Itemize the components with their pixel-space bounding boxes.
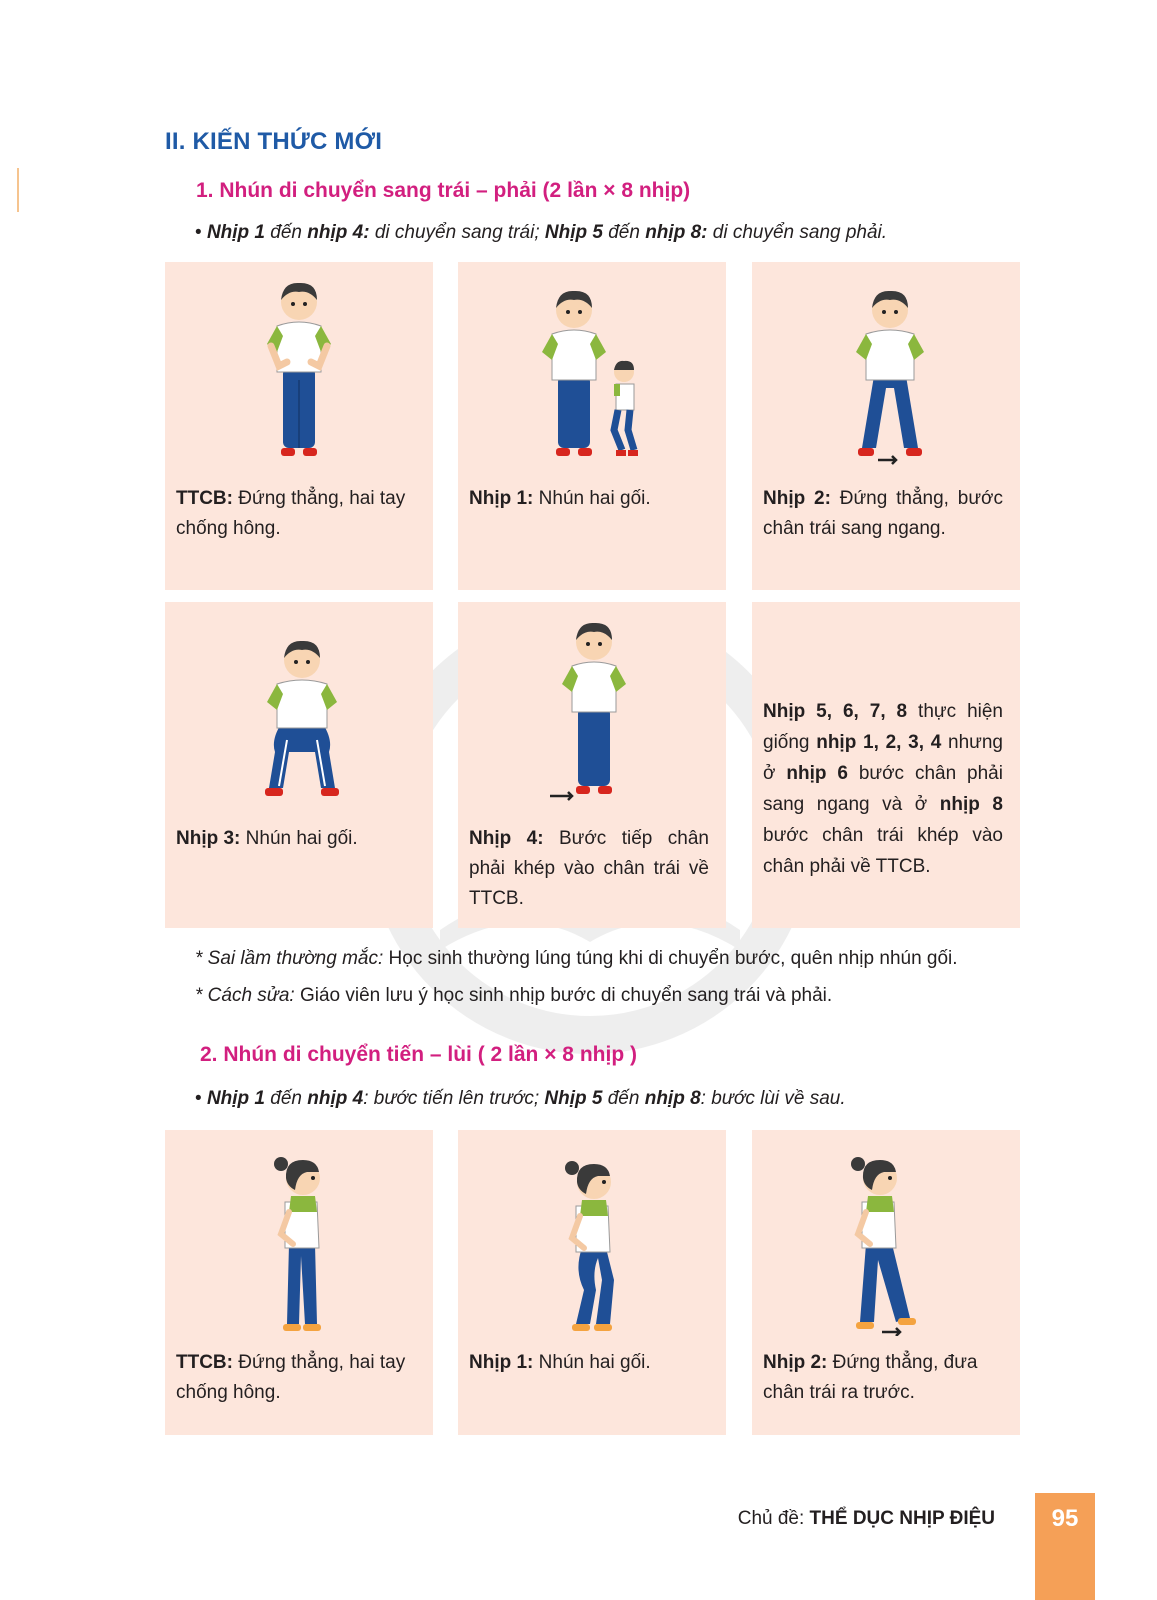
caption-label: Nhịp 2: xyxy=(763,1352,828,1373)
caption-label: nhịp 1, 2, 3, 4 xyxy=(816,732,942,753)
card-caption xyxy=(469,1348,709,1378)
girl-step-forward-illustration xyxy=(848,1156,928,1336)
bullet-text: đến xyxy=(602,222,646,243)
card-caption xyxy=(763,484,1003,544)
section-title: II. KIẾN THỨC MỚI xyxy=(165,128,383,155)
card-ttcb-side xyxy=(165,262,433,590)
card-nhip-1-forward xyxy=(458,1130,726,1435)
card-nhip-1-side xyxy=(458,262,726,590)
boy-step-left-illustration xyxy=(848,288,932,468)
note-label: * Sai lầm thường mắc: xyxy=(195,948,384,969)
caption-text: Nhún hai gối. xyxy=(240,828,358,849)
bullet-bold: nhịp 8 xyxy=(644,1088,701,1109)
bullet-text: di chuyển sang phải. xyxy=(707,222,888,243)
caption-label: TTCB: xyxy=(176,1352,233,1373)
caption-label: nhịp 8 xyxy=(939,794,1003,815)
bullet-bold: Nhịp 5 xyxy=(544,222,603,243)
boy-squat-illustration xyxy=(257,640,347,805)
girl-bending-knees-illustration xyxy=(562,1160,626,1335)
card-caption xyxy=(763,1348,1003,1408)
bullet-text: di chuyển sang trái; xyxy=(369,222,545,243)
card-caption xyxy=(176,1348,416,1408)
card-nhip-4-side xyxy=(458,602,726,928)
caption-label: Nhịp 1: xyxy=(469,488,534,509)
bullet-bold: nhịp 4: xyxy=(307,222,370,243)
caption-label: Nhịp 5, 6, 7, 8 xyxy=(763,701,908,722)
caption-text: nhưng ở xyxy=(763,732,1003,784)
card-nhip-2-side xyxy=(752,262,1020,590)
caption-text: bước chân phải sang ngang và ở xyxy=(763,763,1003,815)
caption-label: nhịp 6 xyxy=(786,763,848,784)
caption-label: Nhịp 3: xyxy=(176,828,241,849)
bullet-text: đến xyxy=(602,1088,645,1109)
card-nhip-2-forward xyxy=(752,1130,1020,1435)
caption-text: Nhún hai gối. xyxy=(533,488,651,509)
caption-text: bước chân trái khép vào chân phải về TTCB. xyxy=(763,825,1003,877)
bullet-bold: nhịp 8: xyxy=(645,222,708,243)
caption-text: Đứng thẳng, hai tay chống hông. xyxy=(176,1352,406,1403)
caption-text: Đứng thẳng, bước chân trái sang ngang. xyxy=(763,488,1003,539)
note-text: Học sinh thường lúng túng khi di chuyển bước, quên nhịp nhún gối. xyxy=(383,948,958,969)
caption-text: Bước tiếp chân phải khép vào chân trái về TTCB. xyxy=(469,828,709,909)
bullet-bold: Nhịp 1 xyxy=(206,1088,265,1109)
boy-bending-knees-illustration xyxy=(536,290,646,465)
caption-text: thực hiện giống xyxy=(763,701,1003,753)
footer-topic-label: Chủ đề: xyxy=(737,1508,810,1529)
fix-note xyxy=(195,985,832,1007)
footer-topic xyxy=(738,1508,995,1530)
footer-topic-name: THỂ DỤC NHỊP ĐIỆU xyxy=(809,1508,995,1529)
bullet-dot: • xyxy=(195,1088,202,1109)
caption-label: Nhịp 1: xyxy=(469,1352,534,1373)
card-caption xyxy=(176,484,416,544)
girl-standing-illustration xyxy=(271,1156,331,1336)
note-text: Giáo viên lưu ý học sinh nhịp bước di chuyển sang trái và phải. xyxy=(294,985,833,1006)
card-caption xyxy=(763,696,1003,882)
page-number: 95 xyxy=(1051,1505,1079,1532)
caption-label: Nhịp 4: xyxy=(469,828,544,849)
boy-step-close-illustration xyxy=(548,620,638,805)
part2-title: 2. Nhún di chuyển tiến – lùi ( 2 lần × 8 nhịp ) xyxy=(200,1043,637,1066)
bullet-text: đến xyxy=(265,222,308,243)
card-ttcb-forward xyxy=(165,1130,433,1435)
bullet-text: đến xyxy=(265,1088,308,1109)
bullet-bold: Nhịp 1 xyxy=(206,222,265,243)
caption-text: Đứng thẳng, đưa chân trái ra trước. xyxy=(763,1352,978,1403)
card-caption xyxy=(469,484,709,514)
card-nhip-5-8-side xyxy=(752,602,1020,928)
margin-accent-line xyxy=(17,168,19,212)
part2-bullet xyxy=(195,1088,846,1110)
part1-bullet xyxy=(195,222,887,244)
note-label: * Cách sửa: xyxy=(195,985,295,1006)
caption-text: Nhún hai gối. xyxy=(533,1352,651,1373)
boy-standing-illustration xyxy=(259,280,339,465)
caption-label: TTCB: xyxy=(176,488,233,509)
card-nhip-3-side xyxy=(165,602,433,928)
part1-title: 1. Nhún di chuyển sang trái – phải (2 lần × 8 nhịp) xyxy=(196,179,691,202)
caption-label: Nhịp 2: xyxy=(763,488,831,509)
bullet-bold: Nhịp 5 xyxy=(544,1088,603,1109)
bullet-dot: • xyxy=(195,222,202,243)
bullet-text: : bước tiến lên trước; xyxy=(363,1088,545,1109)
bullet-bold: nhịp 4 xyxy=(307,1088,364,1109)
card-caption xyxy=(176,824,416,854)
bullet-text: : bước lùi về sau. xyxy=(700,1088,846,1109)
mistake-note xyxy=(195,948,958,970)
caption-text: Đứng thẳng, hai tay chống hông. xyxy=(176,488,406,539)
card-caption xyxy=(469,824,709,914)
